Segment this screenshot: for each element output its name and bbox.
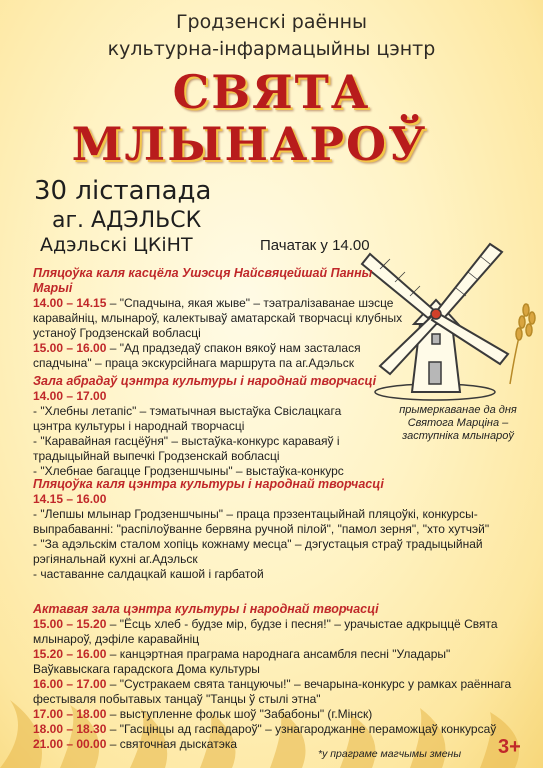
- section-1: [33, 266, 403, 371]
- schedule-item: [33, 647, 525, 677]
- event-place: аг. АДЭЛЬСК: [52, 208, 202, 233]
- section-heading: Пляцоўка каля касцёла Ушэсця Найсвяцейшай Панны Марыі: [33, 266, 373, 295]
- footnote: *у праграме магчымы змены: [318, 748, 462, 760]
- item-time: 15.00 – 15.20: [33, 617, 107, 631]
- event-venue: Адэльскі ЦКіНТ: [40, 234, 193, 256]
- item-time: 15.00 – 16.00: [33, 341, 107, 355]
- schedule-item: - "Хлебны летапіс" – тэматычная выстаўка Свіслацкага цэнтра культуры і народнай творчасці: [33, 404, 342, 433]
- schedule-item: - "Хлебнае багацце Гродзеншчыны" – выстаўка-конкурс: [33, 464, 344, 478]
- start-time: Пачатак у 14.00: [260, 237, 370, 254]
- schedule-item: [33, 617, 525, 647]
- section-4: [33, 602, 525, 752]
- section-heading: Актавая зала цэнтра культуры і народнай творчасці: [33, 602, 379, 616]
- age-rating-badge: 3+: [498, 736, 521, 758]
- item-time: 15.20 – 16.00: [33, 647, 107, 661]
- schedule-item: - частаванне салдацкай кашой і гарбатой: [33, 567, 264, 581]
- event-date: 30 лістапада: [34, 176, 212, 206]
- item-time: 14.00 – 17.00: [33, 389, 107, 403]
- schedule-item: - "Лепшы млынар Гродзеншчыны" – праца прэзентацыйнай пляцоўкі, конкурсы-выпрабаванні: "распілоўванне бервяна ручной пілой", "памол зерня", "хто хутчэй": [33, 507, 490, 536]
- item-time: 14.15 – 16.00: [33, 492, 107, 506]
- org-line-2: культурна-інфармацыйны цэнтр: [107, 38, 436, 60]
- item-time: 17.00 – 18.00: [33, 707, 107, 721]
- item-time: 14.00 – 14.15: [33, 296, 107, 310]
- item-text: – "Сустракаем свята танцуючы!" – вечарына-конкурс у рамках раённага фестываля побытавых танцаў "Танцы ў стылі этна": [33, 677, 512, 706]
- event-title-line-2: МЛЫНАРОЎ: [71, 117, 428, 171]
- item-text: – "Гасцінцы ад гаспадароў" – узнагароджанне пераможцаў конкурсаў: [106, 722, 497, 736]
- schedule-item: [33, 677, 525, 707]
- schedule-item: [33, 296, 403, 341]
- item-text: – святочная дыскатэка: [106, 737, 237, 751]
- schedule-item: [33, 722, 525, 737]
- schedule-item: - "За адэльскім сталом хопіць кожнаму месца" – дэгустацыя страў традыцыйнай рэгіянальнай кухні аг.Адэльск: [33, 537, 483, 566]
- item-text: – "Спадчына, якая жыве" – тэатралізаванае шэсце каравайніц, млынароў, калектываў аматарскай творчасці клубных устаноў Гродзенскай вобласці: [33, 296, 403, 340]
- section-heading: Пляцоўка каля цэнтра культуры і народнай творчасці: [33, 477, 384, 491]
- item-time: 16.00 – 17.00: [33, 677, 107, 691]
- item-text: – канцэртная праграма народнага ансамбля песні "Уладары" Ваўкавыскага гарадскога Дома культуры: [33, 647, 451, 676]
- item-text: – "Ад прадзедаў спакон вякоў нам засталася спадчына" – праца экскурсійнага маршрута па аг.Адэльск: [33, 341, 361, 370]
- item-text: – выступленне фольк шоў "Забабоны" (г.Мінск): [106, 707, 373, 721]
- item-text: – "Ёсць хлеб - будзе мір, будзе і песня!" – урачыстае адкрыццё Свята млынароў, дэфіле каравайніц: [33, 617, 498, 646]
- section-2: [33, 374, 383, 479]
- schedule-item: [33, 707, 525, 722]
- item-time: 18.00 – 18.30: [33, 722, 107, 736]
- schedule-item: - "Каравайная гасцёўня" – выстаўка-конкурс караваяў і традыцыйнай выпечкі Гродзенскай вобласці: [33, 434, 340, 463]
- event-title-line-1: СВЯТА: [172, 65, 371, 119]
- item-time: 21.00 – 00.00: [33, 737, 107, 751]
- section-heading: Зала абрадаў цэнтра культуры і народнай творчасці: [33, 374, 377, 388]
- section-3: [33, 477, 525, 582]
- schedule-item: [33, 341, 403, 371]
- org-line-1: Гродзенскі раённы: [175, 11, 368, 33]
- mill-caption: прымеркаванае да дня Святога Марціна – заступніка млынароў: [399, 404, 517, 442]
